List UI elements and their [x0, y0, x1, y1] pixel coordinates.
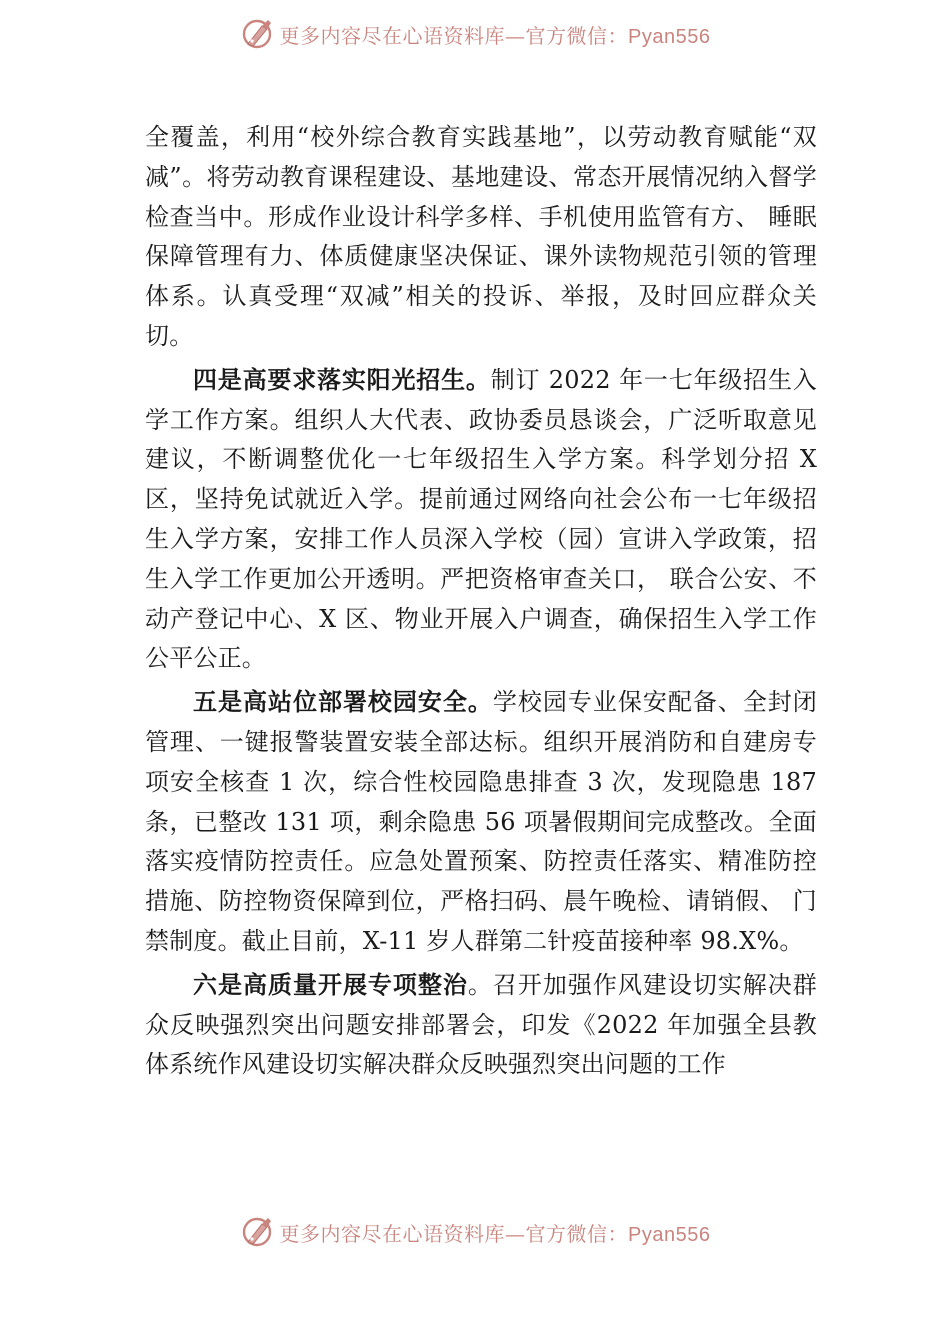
wechat-id: Pyan556 — [628, 1223, 711, 1246]
wechat-id: Pyan556 — [628, 25, 711, 48]
paragraph-4 — [145, 966, 817, 1085]
paragraph-3-lead: 五是高站位部署校园安全。 — [193, 688, 493, 717]
paragraph-2-text: 制订 2022 年一七年级招生入学工作方案。组织人大代表、政协委员恳谈会，广泛听取意见建议，不断调整优化一七年级招生入学方案。科学划分招 X 区，坚持免试就近入学。提前通过网络向社会公布一七年级招生入学方案，安排工作人员深入学校（园）宣讲入学政策，招生入学工作更加公开透明。严把资格审查关口， 联合公安、不动产登记中心、X 区、物业开展入户调查，确保招生入学工作公平公正。 — [145, 365, 817, 673]
pen-nib-circle-icon — [240, 17, 274, 51]
document-body — [145, 118, 817, 1085]
paragraph-1-text: 全覆盖，利用“校外综合教育实践基地”，以劳动教育赋能“双减”。将劳动教育课程建设、基地建设、常态开展情况纳入督学检查当中。形成作业设计科学多样、手机使用监管有方、 睡眠保障管理有力、体质健康坚决保证、课外读物规范引领的管理体系。认真受理“双减”相关的投诉、举报，及时回应群众关切。 — [145, 123, 817, 350]
paragraph-4-lead: 六是高质量开展专项整治 — [193, 970, 468, 999]
paragraph-2-lead: 四是高要求落实阳光招生。 — [193, 365, 491, 394]
paragraph-3-text: 学校园专业保安配备、全封闭管理、一键报警装置安装全部达标。组织开展消防和自建房专项安全核查 1 次，综合性校园隐患排查 3 次，发现隐患 187 条，已整改 131 项，剩余隐患 56 项暑假期间完成整改。全面落实疫情防控责任。应急处置预案、防控责任落实、精准防控措施、防控物资保障到位，严格扫码、晨午晚检、请销假、 门禁制度。截止目前，X-11 岁人群第二针疫苗接种率 98.X%。 — [145, 688, 817, 955]
paragraph-2 — [145, 361, 817, 679]
paragraph-1 — [145, 118, 817, 357]
watermark-text: 更多内容尽在心语资料库—官方微信：Pyan556 — [279, 1221, 711, 1246]
paragraph-4-text: 。召开加强作风建设切实解决群众反映强烈突出问题安排部署会，印发《2022 年加强全县教体系统作风建设切实解决群众反映强烈突出问题的工作 — [145, 970, 817, 1079]
footer-watermark — [0, 1212, 950, 1252]
pen-nib-circle-icon — [240, 1215, 274, 1249]
paragraph-3 — [145, 683, 817, 962]
watermark-text: 更多内容尽在心语资料库—官方微信：Pyan556 — [279, 23, 711, 48]
header-watermark — [0, 14, 950, 54]
